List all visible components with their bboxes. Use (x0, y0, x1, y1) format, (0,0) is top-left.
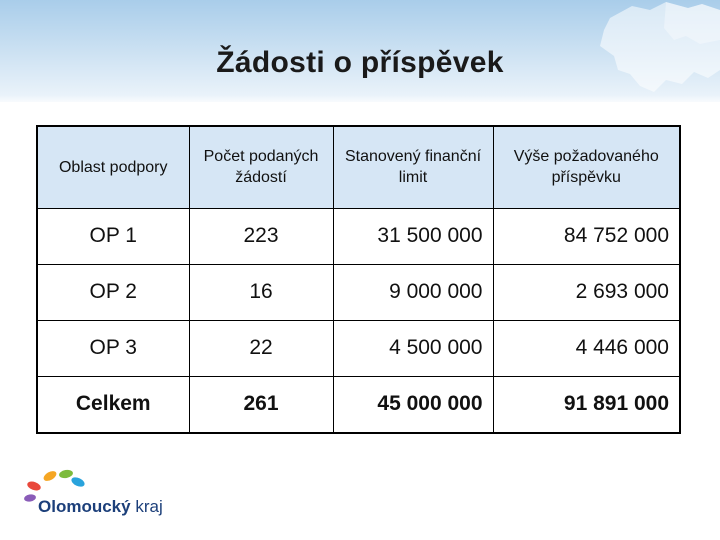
cell-oblast: OP 1 (37, 208, 189, 264)
cell-total-prispevek: 91 891 000 (493, 376, 680, 433)
cell-total-limit: 45 000 000 (333, 376, 493, 433)
table-row (37, 208, 680, 264)
table-row (37, 264, 680, 320)
cell-prispevek: 4 446 000 (493, 320, 680, 376)
header-pocet-zadosti: Počet podaných žádostí (189, 126, 333, 208)
header-financni-limit: Stanovený finanční limit (333, 126, 493, 208)
slide-title: Žádosti o příspěvek (216, 46, 504, 79)
table-row (37, 320, 680, 376)
cell-oblast: OP 3 (37, 320, 189, 376)
cell-pocet: 22 (189, 320, 333, 376)
logo-name-bold: Olomoucký (38, 497, 131, 516)
cell-limit: 4 500 000 (333, 320, 493, 376)
cell-total-label: Celkem (37, 376, 189, 433)
cell-prispevek: 2 693 000 (493, 264, 680, 320)
cell-pocet: 223 (189, 208, 333, 264)
cell-limit: 9 000 000 (333, 264, 493, 320)
cell-prispevek: 84 752 000 (493, 208, 680, 264)
cell-pocet: 16 (189, 264, 333, 320)
logo-wordmark (38, 497, 163, 517)
cell-limit: 31 500 000 (333, 208, 493, 264)
header-oblast-podpory: Oblast podpory (37, 126, 189, 208)
table-total-row (37, 376, 680, 433)
table-header-row (37, 126, 680, 208)
cell-total-pocet: 261 (189, 376, 333, 433)
requests-table (36, 125, 681, 434)
header-fade (0, 95, 720, 107)
cell-oblast: OP 2 (37, 264, 189, 320)
header-vyse-prispevku: Výše požadovaného příspěvku (493, 126, 680, 208)
logo-name-light: kraj (135, 497, 163, 516)
